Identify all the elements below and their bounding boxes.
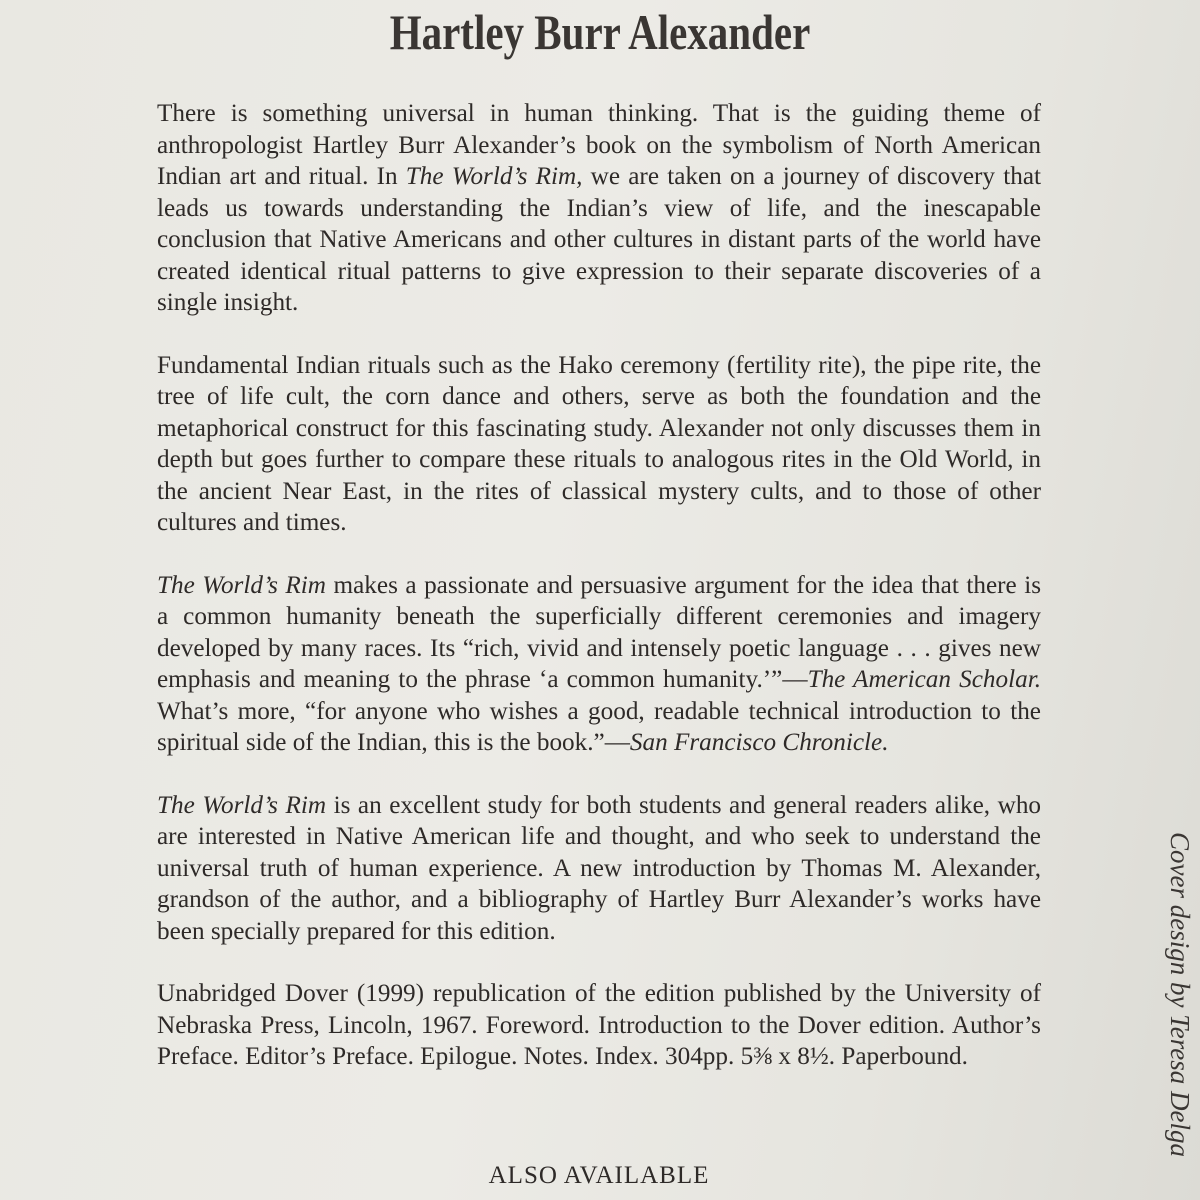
also-available-heading: ALSO AVAILABLE (488, 1162, 710, 1189)
paragraph-text: is an excellent study for both students and general readers alike, who are interested in Native American life and thought, and who seek to understand the universal truth of human experience. A new introduction by Thomas M. Alexander, grandson of the author, and a bibliography of Hartley Burr Alexander’s works have been specially prepared for this edition. (157, 791, 1042, 945)
paragraph-intro (157, 98, 1041, 319)
book-title-italic: The World’s Rim (157, 571, 326, 599)
review-source-italic: The American Scholar. (807, 666, 1042, 693)
book-title-italic: The World’s Rim (157, 791, 327, 819)
review-source-italic: San Francisco Chronicle. (629, 729, 889, 756)
paragraph-text: Unabridged Dover (1999) republication of the edition published by the University of Nebraska Press, Lincoln, 1967. Foreword. Introduction to the Dover edition. Author’s Preface. Editor’s Preface. Epilogue. Notes. Index. 304pp. 5⅜ x 8½. Paperbound. (157, 980, 1041, 1070)
paragraph-text: makes a passionate and persuasive argument for the idea that there is a common humanity beneath the superficially different ceremonies and imagery developed by many races. Its “rich, vivid and intensely poetic language . . . gives new emphasis and meaning to the phrase ‘a common humanity.’”— (157, 571, 1042, 693)
author-title: Hartley Burr Alexander (389, 4, 811, 60)
paragraph-publication-info (157, 978, 1041, 1073)
paragraph-text: There is something universal in human thinking. That is the guiding theme of anthropologist Hartley Burr Alexander’s book on the symbolism of North American Indian art and ritual. In (157, 100, 1041, 190)
description-body (157, 98, 1041, 1073)
paragraph-text: we are taken on a journey of discovery that leads us towards understanding the Indian’s view of life, and the inescapable conclusion that Native Americans and other cultures in distant parts of the world have created identical ritual patterns to give expression to their separate discoveries of a single insight. (157, 163, 1041, 316)
book-title-italic: The World’s Rim, (405, 163, 583, 190)
paragraph-rituals (157, 350, 1041, 539)
paragraph-reviews (157, 570, 1041, 759)
paragraph-text: Fundamental Indian rituals such as the Hako ceremony (fertility rite), the pipe rite, the tree of life cult, the corn dance and others, serve as both the foundation and the metaphorical construct for this fascinating study. Alexander not only discusses them in depth but goes further to compare these rituals to analogous rites in the Old World, in the ancient Near East, in the rites of classical mystery cults, and to those of other cultures and times. (157, 351, 1041, 536)
cover-design-credit: Cover design by Teresa Delga (1165, 832, 1195, 1157)
paragraph-text: What’s more, “for anyone who wishes a good, readable technical introduction to the spiritual side of the Indian, this is the book.”— (157, 697, 1041, 756)
paragraph-audience (157, 790, 1041, 948)
